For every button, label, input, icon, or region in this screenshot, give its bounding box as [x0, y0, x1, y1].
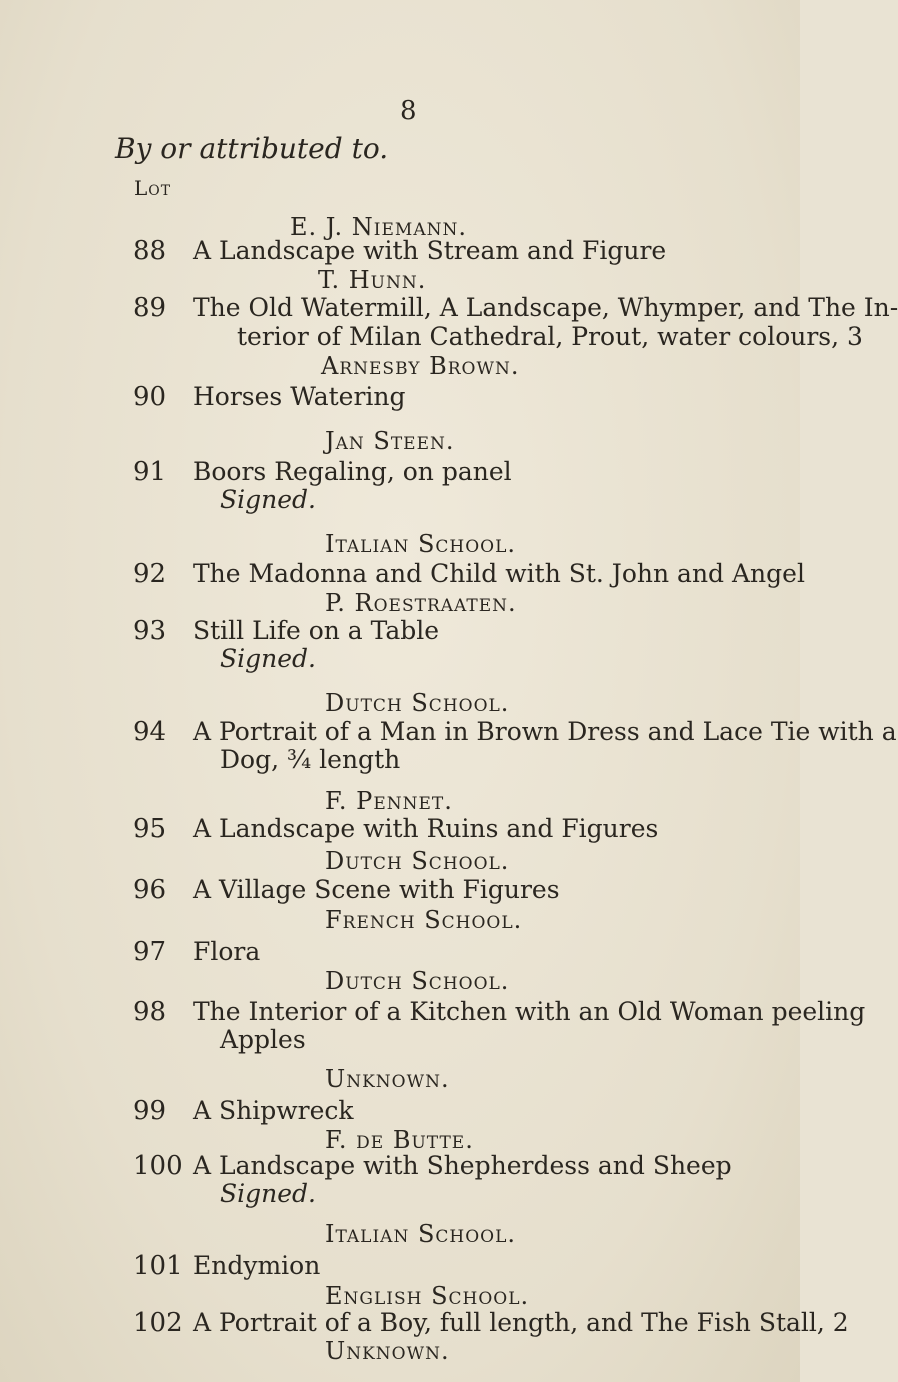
artist-name: T. Hunn.	[318, 266, 427, 294]
lot-title: The Interior of a Kitchen with an Old Woman peeling	[193, 997, 866, 1026]
artist-name: Italian School.	[325, 1220, 517, 1248]
artist-name	[325, 1364, 339, 1365]
lot-number: 97	[133, 937, 167, 967]
lot-title: A Shipwreck	[193, 1096, 354, 1125]
signed-note: Signed.	[220, 1179, 316, 1208]
artist-name	[325, 1358, 347, 1359]
lot-title: The Madonna and Child with St. John and Angel	[193, 559, 805, 588]
artist-name: F. de Butte.	[325, 1126, 474, 1154]
artist-name: Unknown.	[325, 1065, 450, 1093]
lot-number: 90	[133, 382, 167, 412]
artist-name: English School.	[325, 1282, 530, 1310]
lot-title: Flora	[193, 937, 261, 966]
lot-title: Still Life on a Table	[193, 616, 440, 645]
artist-name: Dutch School.	[325, 967, 510, 995]
lot-title: A Village Scene with Figures	[193, 875, 560, 904]
lot-title: A Portrait of a Boy, full length, and The Fish Stall, 2	[193, 1308, 849, 1337]
artist-name: French School.	[325, 906, 523, 934]
lot-number: 101	[133, 1251, 183, 1281]
artist-name: P. Roestraaten.	[325, 589, 517, 617]
lot-number	[133, 1360, 135, 1361]
lot-title-continued	[220, 1362, 230, 1363]
lot-number: 94	[133, 717, 167, 747]
artist-name: Unknown.	[325, 1337, 450, 1365]
artist-name: Dutch School.	[325, 689, 510, 717]
lot-title	[193, 1366, 203, 1367]
artist-name: Jan Steen.	[325, 427, 455, 455]
artist-name: E. J. Niemann.	[290, 213, 467, 241]
lot-number: 99	[133, 1096, 167, 1126]
page-number: 8	[400, 96, 417, 126]
lot-title	[193, 1360, 220, 1361]
section-heading: By or attributed to.	[115, 132, 389, 165]
lot-title-continued: Dog, ¾ length	[220, 745, 401, 774]
lot-number: 102	[133, 1308, 183, 1338]
lot-number: 96	[133, 875, 167, 905]
artist-name: Italian School.	[325, 530, 517, 558]
lot-number: 92	[133, 559, 167, 589]
lot-title: Boors Regaling, on panel	[193, 457, 512, 486]
lot-column-label: Lot	[134, 176, 172, 200]
lot-number: 100	[133, 1151, 183, 1181]
lot-number: 91	[133, 457, 167, 487]
lot-number: 98	[133, 997, 167, 1027]
artist-name: Arnesby Brown.	[321, 352, 520, 380]
lot-title: The Old Watermill, A Landscape, Whymper, and The In-	[193, 293, 898, 322]
lot-title: A Landscape with Ruins and Figures	[193, 814, 659, 843]
lot-title: Endymion	[193, 1251, 321, 1280]
artist-name: Dutch School.	[325, 847, 510, 875]
lot-title: Horses Watering	[193, 382, 406, 411]
lot-title-continued: Apples	[220, 1025, 306, 1054]
lot-title-continued: terior of Milan Cathedral, Prout, water colours, 3	[237, 322, 863, 351]
lot-title: A Landscape with Stream and Figure	[193, 236, 667, 265]
artist-name: F. Pennet.	[325, 787, 453, 815]
lot-number	[133, 1356, 135, 1357]
lot-title	[193, 1356, 204, 1357]
lot-number: 88	[133, 236, 167, 266]
signed-note: Signed.	[220, 485, 316, 514]
lot-number: 95	[133, 814, 167, 844]
lot-number: 93	[133, 616, 167, 646]
lot-title: A Landscape with Shepherdess and Sheep	[193, 1151, 732, 1180]
lot-title: A Portrait of a Man in Brown Dress and Lace Tie with a	[193, 717, 897, 746]
signed-note: Signed.	[220, 644, 316, 673]
lot-number: 89	[133, 293, 167, 323]
lot-number	[133, 1366, 135, 1367]
